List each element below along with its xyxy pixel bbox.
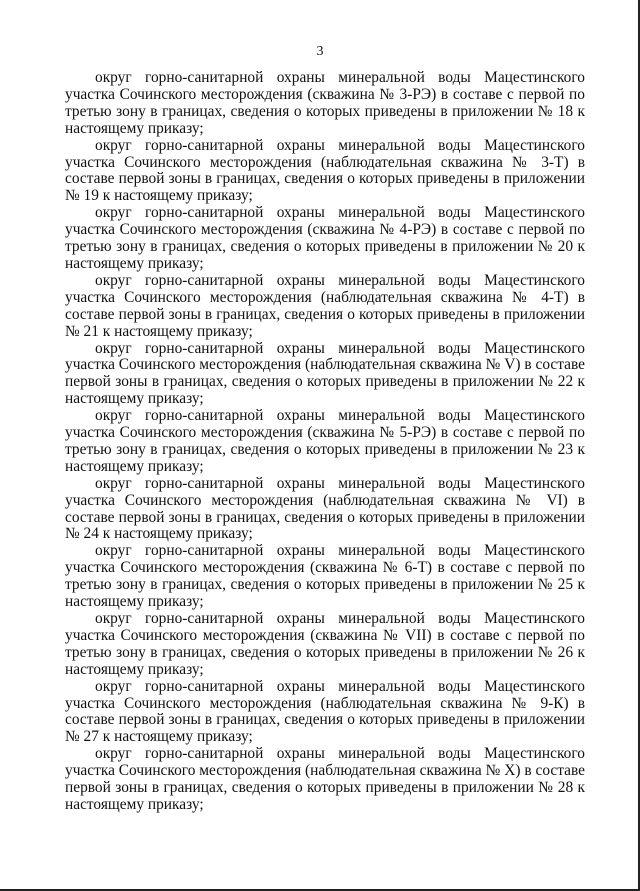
document-body bbox=[65, 70, 585, 814]
paragraph: округ горно-санитарной охраны минеральной воды Мацестинского участка Сочинского месторождения (скважина № 6-Т) в составе с первой по третью зону в границах, сведения о которых приведены в приложении № 25 к настоящему приказу; bbox=[65, 542, 585, 611]
paragraph: округ горно-санитарной охраны минеральной воды Мацестинского участка Сочинского месторождения (наблюдательная скважина № 4-Т) в составе первой зоны в границах, сведения о которых приведены в приложении № 21 к настоящему приказу; bbox=[65, 271, 585, 340]
paragraph: округ горно-санитарной охраны минеральной воды Мацестинского участка Сочинского месторождения (наблюдательная скважина № 3-Т) в составе первой зоны в границах, сведения о которых приведены в приложении № 19 к настоящему приказу; bbox=[65, 136, 585, 205]
paragraph: округ горно-санитарной охраны минеральной воды Мацестинского участка Сочинского месторождения (скважина № 5-РЭ) в составе с первой по третью зону в границах, сведения о которых приведены в приложении № 23 к настоящему приказу; bbox=[65, 407, 585, 475]
page-number: 3 bbox=[316, 44, 324, 59]
paragraph: округ горно-санитарной охраны минеральной воды Мацестинского участка Сочинского месторождения (скважина № 4-РЭ) в составе с первой по третью зону в границах, сведения о которых приведены в приложении № 20 к настоящему приказу; bbox=[65, 204, 585, 272]
paragraph: округ горно-санитарной охраны минеральной воды Мацестинского участка Сочинского месторождения (наблюдательная скважина № V) в составе первой зоны в границах, сведения о которых приведены в приложении № 22 к настоящему приказу; bbox=[65, 339, 585, 408]
paragraph: округ горно-санитарной охраны минеральной воды Мацестинского участка Сочинского месторождения (скважина № 3-РЭ) в составе с первой по третью зону в границах, сведения о которых приведены в приложении № 18 к настоящему приказу; bbox=[65, 69, 585, 137]
paragraph: округ горно-санитарной охраны минеральной воды Мацестинского участка Сочинского месторождения (наблюдательная скважина № VI) в составе первой зоны в границах, сведения о которых приведены в приложении № 24 к настоящему приказу; bbox=[65, 474, 585, 543]
paragraph: округ горно-санитарной охраны минеральной воды Мацестинского участка Сочинского месторождения (наблюдательная скважина № X) в составе первой зоны в границах, сведения о которых приведены в приложении № 28 к настоящему приказу; bbox=[65, 745, 585, 813]
paragraph: округ горно-санитарной охраны минеральной воды Мацестинского участка Сочинского месторождения (скважина № VII) в составе с первой по третью зону в границах, сведения о которых приведены в приложении № 26 к настоящему приказу; bbox=[65, 610, 585, 678]
paragraph: округ горно-санитарной охраны минеральной воды Мацестинского участка Сочинского месторождения (наблюдательная скважина № 9-К) в составе первой зоны в границах, сведения о которых приведены в приложении № 27 к настоящему приказу; bbox=[65, 677, 585, 746]
